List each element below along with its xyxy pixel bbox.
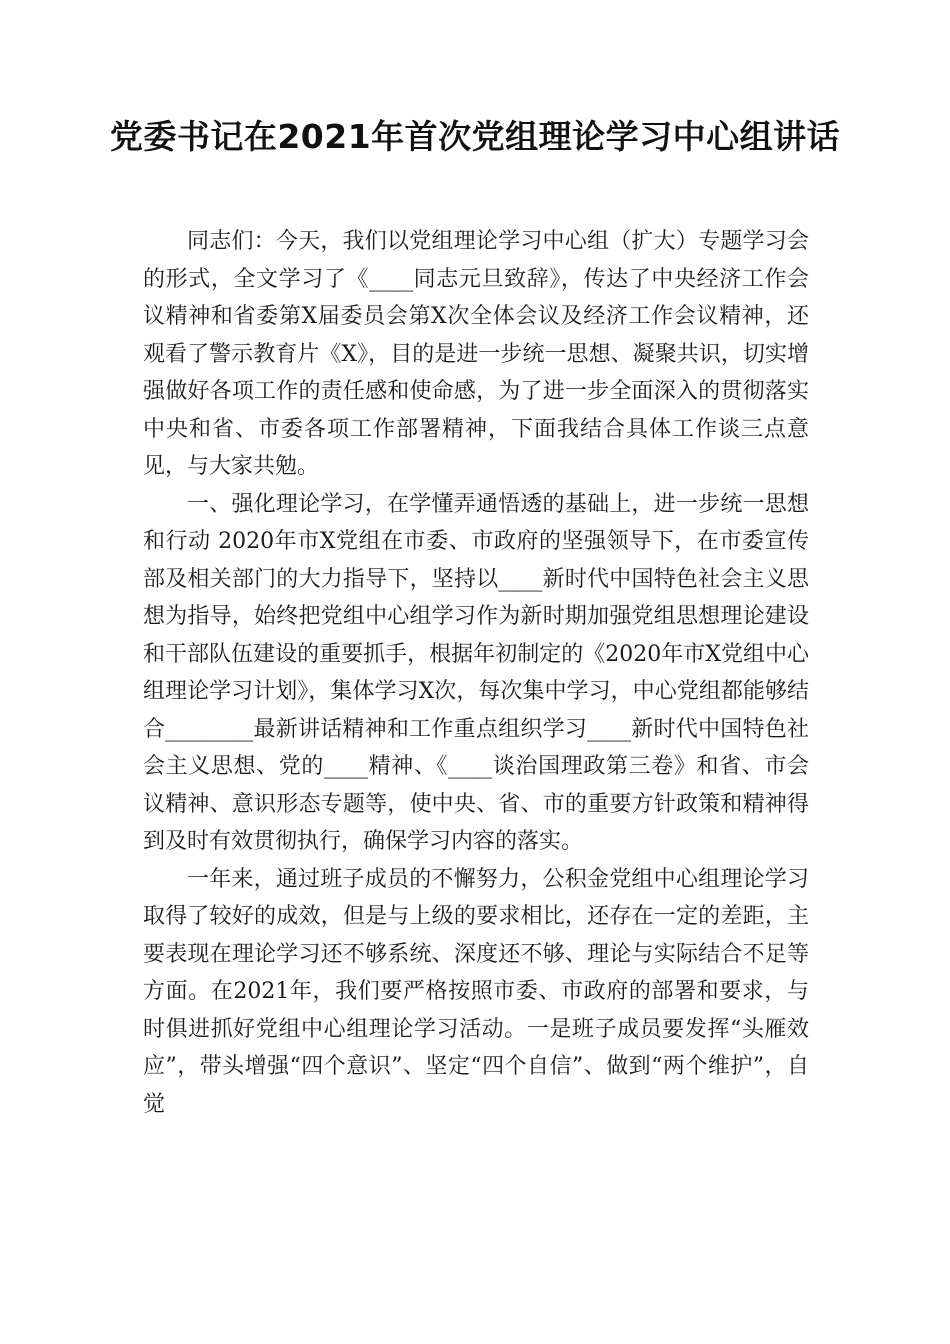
paragraph-opening: 同志们：今天，我们以党组理论学习中心组（扩大）专题学习会的形式，全文学习了《____同志元旦致辞》，传达了中央经济工作会议精神和省委第X届委员会第X次全体会议及经济工作会议精神，还观看了警示教育片《X》，目的是进一步统一思想、凝聚共识，切实增强做好各项工作的责任感和使命感，为了进一步全面深入的贯彻落实中央和省、市委各项工作部署精神，下面我结合具体工作谈三点意见，与大家共勉。 (143, 229, 809, 479)
paragraph-past-year: 一年来，通过班子成员的不懈努力，公积金党组中心组理论学习取得了较好的成效，但是与上级的要求相比，还存在一定的差距，主要表现在理论学习还不够系统、深度还不够、理论与实际结合不足等方面。在2021年，我们要严格按照市委、市政府的部署和要求，与时俱进抓好党组中心组理论学习活动。一是班子成员要发挥“头雁效应”，带头增强“四个意识”、坚定“四个自信”、做到“两个维护”，自觉 (143, 866, 809, 1117)
document-title: 党委书记在2021年首次党组理论学习中心组讲话 (109, 117, 841, 156)
paragraph-section-one: 一、强化理论学习，在学懂弄通悟透的基础上，进一步统一思想和行动 2020年市X党组在市委、市政府的坚强领导下，在市委宣传部及相关部门的大力指导下，坚持以____新时代中国特色社会主义思想为指导，始终把党组中心组学习作为新时期加强党组思想理论建设和干部队伍建设的重要抓手，根据年初制定的《2020年市X党组中心组理论学习计划》，集体学习X次，每次集中学习，中心党组都能够结合________最新讲话精神和工作重点组织学习____新时代中国特色社会主义思想、党的____精神、《____谈治国理政第三卷》和省、市会议精神、意识形态专题等，使中央、省、市的重要方针政策和精神得到及时有效贯彻执行，确保学习内容的落实。 (143, 491, 809, 854)
document-body (143, 223, 809, 1123)
